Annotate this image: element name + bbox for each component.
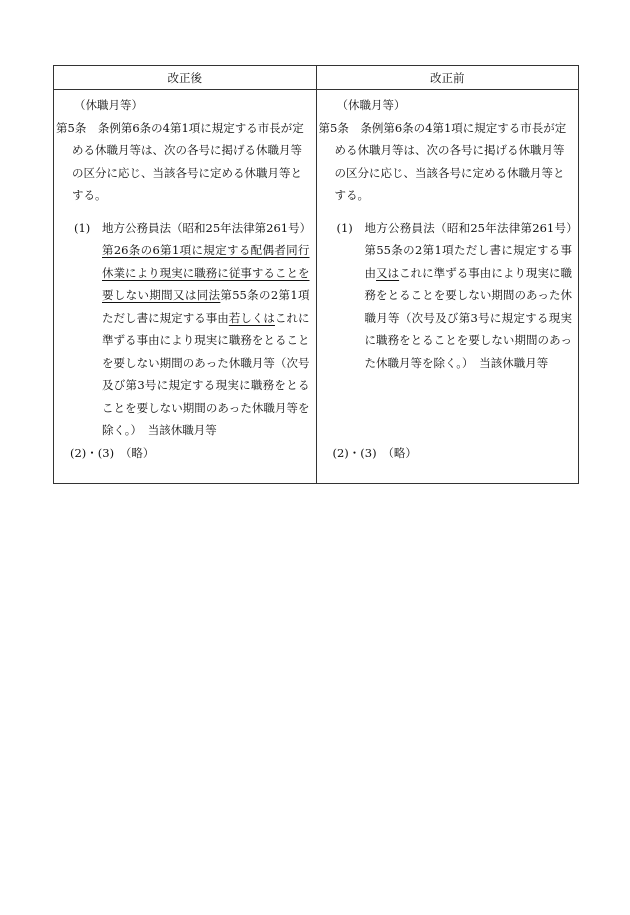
item-text-part-1: 地方公務員法（昭和25年法律第261号）第55条の2第1項ただし書に規定する事由 bbox=[364, 220, 572, 280]
item-text-part-2: 第55条の2第1項ただし書に規定する事由 bbox=[102, 288, 310, 325]
header-after-amendment: 改正後 bbox=[54, 66, 317, 89]
item-number: (1) bbox=[74, 220, 91, 235]
item-text-part-2: これに準ずる事由により現実に職務をとることを要しない期間のあった休職月等（次号及び第3号に規定する現実に職務をとることを要しない期間のあった休職月等を除く。） 当該休職月等 bbox=[364, 265, 573, 370]
item-text-underlined-2: 若しくは bbox=[228, 310, 275, 325]
article-caption: （休職月等） bbox=[74, 98, 143, 112]
article-text: 第5条 条例第6条の4第1項に規定する市長が定める休職月等は、次の各号に掲げる休職月等の区分に応じ、当該各号に定める休職月等とする。 bbox=[318, 120, 567, 202]
item-number: (1) bbox=[336, 220, 353, 235]
item-text-part-3: これに準ずる事由により現実に職務をとることを要しない期間のあった休職月等（次号及び第3号に規定する現実に職務をとることを要しない期間のあった休職月等を除く。） 当該休職月等 bbox=[102, 310, 310, 437]
items-2-3-omitted: (2)・(3) （略） bbox=[70, 445, 155, 460]
column-after-amendment bbox=[54, 90, 317, 483]
item-text-underlined-1: 第26条の6第1項に規定する配偶者同行休業により現実に職務に従事することを要しない期間又は同法 bbox=[102, 243, 310, 302]
items-2-3-omitted: (2)・(3) （略） bbox=[332, 446, 417, 460]
article-text: 第5条 条例第6条の4第1項に規定する市長が定める休職月等は、次の各号に掲げる休職月等の区分に応じ、当該各号に定める休職月等とする。 bbox=[56, 120, 304, 202]
item-1 bbox=[60, 217, 310, 442]
column-before-amendment bbox=[317, 90, 579, 483]
comparison-table bbox=[53, 65, 579, 484]
item-text-part-1: 地方公務員法（昭和25年法律第261号） bbox=[102, 220, 312, 235]
header-before-amendment: 改正前 bbox=[430, 70, 465, 85]
table-header-row bbox=[54, 66, 578, 90]
article-caption: （休職月等） bbox=[336, 98, 406, 112]
item-1 bbox=[323, 217, 573, 375]
item-text-underlined-1: 又は bbox=[376, 265, 400, 280]
table-body-row bbox=[54, 90, 578, 483]
